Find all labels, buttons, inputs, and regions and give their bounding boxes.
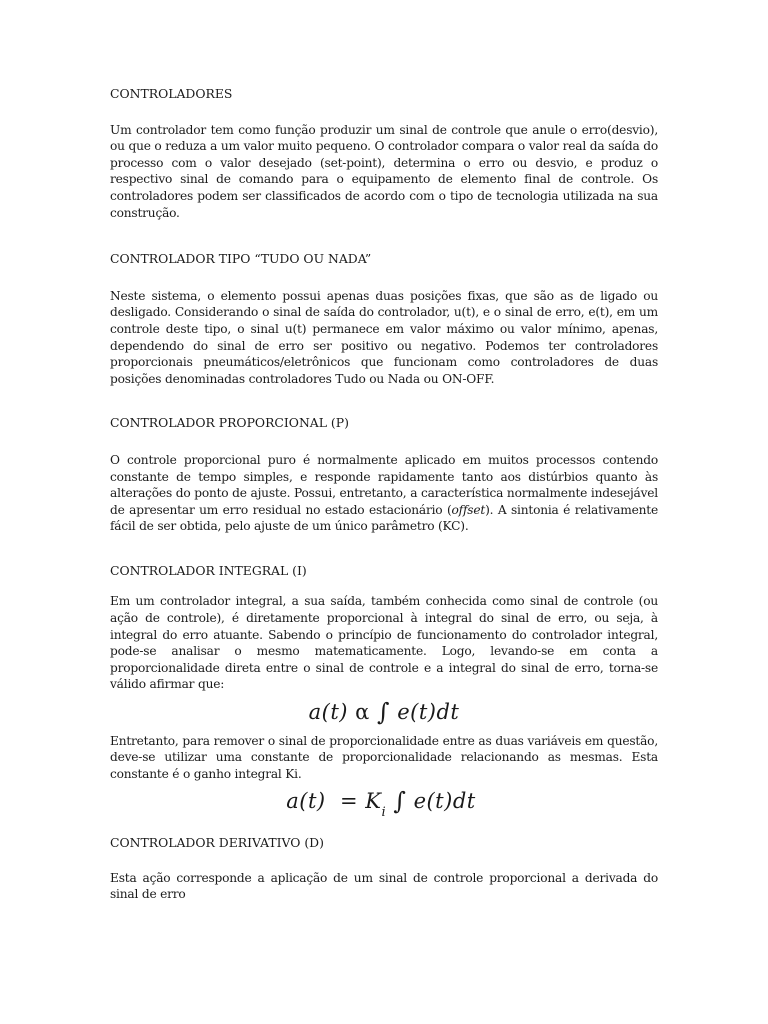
offset-term: offset bbox=[451, 502, 486, 517]
heading-controladores: CONTROLADORES bbox=[110, 86, 233, 101]
formula2-gain: K bbox=[365, 789, 382, 814]
paragraph-tudo-ou-nada: Neste sistema, o elemento possui apenas duas posições fixas, que são as de ligado ou desligado. Considerando o sinal de saída do controlador, u(t), e o sinal de erro, e(t), em um controle deste tipo, o sinal u(t) permanece em valor máximo ou valor mínimo, apenas, dependendo do sinal de erro ser positivo ou negativo. Podemos ter controladores proporcionais pneumáticos/eletrônicos que funcionam como controladores de duas posições denominadas controladores Tudo ou Nada ou ON-OFF. bbox=[110, 288, 658, 386]
heading-proporcional: CONTROLADOR PROPORCIONAL (P) bbox=[110, 415, 349, 431]
paragraph-proporcional-part2: ). A sintonia é relativamente fácil de ser obtida, pelo ajuste de um único parâmetro (KC). bbox=[110, 502, 658, 534]
formula2-gain-subscript: i bbox=[381, 804, 387, 820]
formula2-equals: = bbox=[340, 789, 359, 814]
paragraph-proporcional-part1: O controle proporcional puro é normalmente aplicado em muitos processos contendo constante de tempo simples, e responde rapidamente tanto aos distúrbios quanto às alterações do ponto de ajuste. Possui, entretanto, a característica normalmente indesejável de apresentar um erro residual no estado estacionário ( bbox=[110, 452, 658, 517]
formula1-rhs: e(t)dt bbox=[397, 700, 460, 725]
heading-tudo-ou-nada: CONTROLADOR TIPO “TUDO OU NADA” bbox=[110, 251, 372, 267]
formula2-rhs: e(t)dt bbox=[413, 789, 476, 814]
formula-integral-gain bbox=[110, 787, 658, 820]
formula-proportionality bbox=[110, 698, 658, 727]
heading-integral: CONTROLADOR INTEGRAL (I) bbox=[110, 562, 307, 578]
formula2-integral-sign: ∫ bbox=[393, 787, 407, 816]
paragraph-integral-1: Em um controlador integral, a sua saída, também conhecida como sinal de controle (ou ação de controle), é diretamente proporcional à integral do sinal de erro, ou seja, à integral do erro atuante. Sabendo o princípio de funcionamento do controlador integral, pode-se analisar o mesmo matematicamente. Logo, levando-se em conta a proporcionalidade direta entre o sinal de controle e a integral do sinal de erro, torna-se válido afirmar que: bbox=[110, 594, 658, 692]
formula1-alpha: α bbox=[355, 700, 370, 725]
paragraph-controladores: Um controlador tem como função produzir um sinal de controle que anule o erro(desvio), ou que o reduza a um valor muito pequeno. O controlador compara o valor real da saída do processo com o valor desejado (set-point), determina o erro ou desvio, e produz o respectivo sinal de comando para o equipamento de elemento final de controle. Os controladores podem ser classificados de acordo com o tipo de tecnologia utilizada na sua construção. bbox=[110, 122, 658, 220]
formula1-lhs: a(t) bbox=[308, 700, 348, 725]
paragraph-integral-2: Entretanto, para remover o sinal de proporcionalidade entre as duas variáveis em questão, deve-se utilizar uma constante de proporcionalidade relacionando as mesmas. Esta constante é o ganho integral Ki. bbox=[110, 733, 658, 781]
formula2-lhs: a(t) bbox=[286, 789, 326, 814]
formula1-integral-sign: ∫ bbox=[377, 698, 391, 727]
heading-derivativo: CONTROLADOR DERIVATIVO (D) bbox=[110, 835, 324, 851]
paragraph-proporcional bbox=[110, 452, 658, 535]
document-body bbox=[110, 86, 658, 903]
paragraph-derivativo: Esta ação corresponde a aplicação de um sinal de controle proporcional a derivada do sinal de erro bbox=[110, 870, 658, 902]
